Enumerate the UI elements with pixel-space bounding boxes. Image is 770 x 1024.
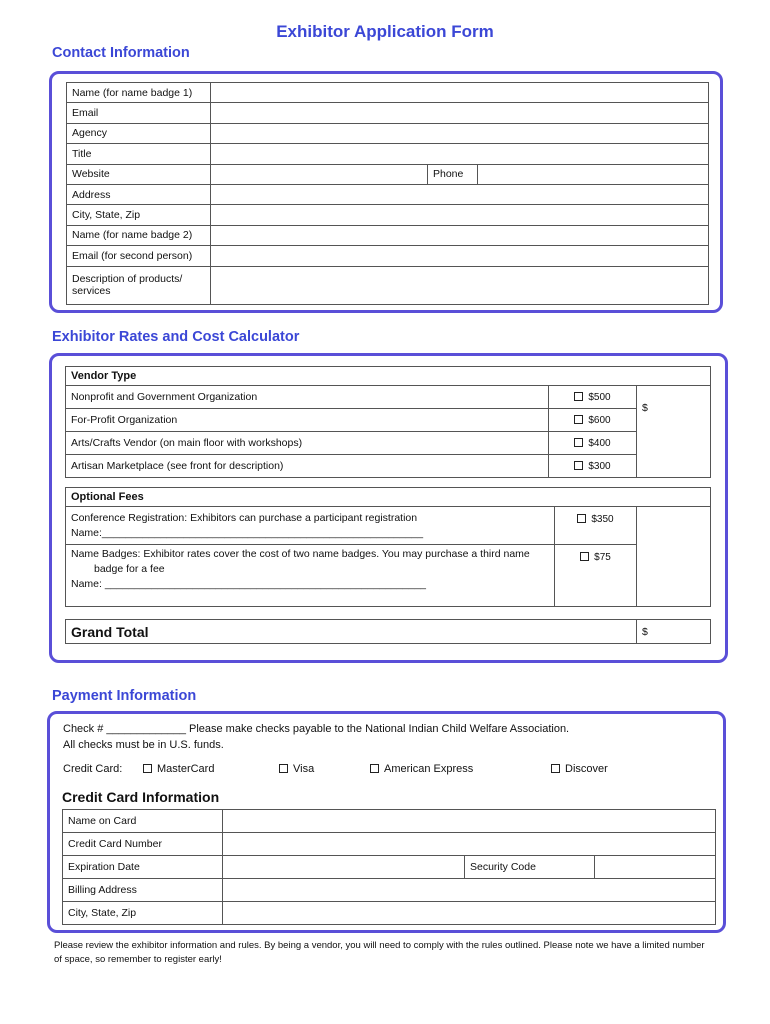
footer-note: Please review the exhibitor information and rules. By being a vendor, you will need to comply with the rules outlined. Please note we have a limited number of space, so remember to register early! (54, 940, 705, 965)
card-city-label: City, State, Zip (63, 902, 223, 925)
contact-heading: Contact Information (52, 45, 190, 61)
title-field[interactable] (211, 144, 709, 164)
vendor-price-cell[interactable] (549, 386, 637, 409)
optional-fees-table (65, 487, 711, 607)
vendor-price: $600 (588, 415, 611, 426)
vendor-type-header: Vendor Type (66, 367, 711, 386)
description-field[interactable] (211, 266, 709, 304)
email-field[interactable] (211, 103, 709, 123)
discover-label: Discover (565, 763, 608, 775)
vendor-price: $300 (588, 461, 611, 472)
optional-fee-name-line[interactable]: Name:_______________________________________________________ (71, 526, 424, 539)
phone-field[interactable] (478, 164, 709, 184)
city-label: City, State, Zip (67, 205, 211, 225)
optional-fee-label: Conference Registration: Exhibitors can purchase a participant registration (71, 511, 418, 524)
vendor-subtotal-symbol: $ (642, 402, 648, 414)
grand-total-table (65, 619, 711, 644)
checkbox-icon[interactable] (279, 764, 288, 773)
title-label: Title (67, 144, 211, 164)
rates-heading: Exhibitor Rates and Cost Calculator (52, 329, 300, 345)
checkbox-icon[interactable] (551, 764, 560, 773)
address-field[interactable] (211, 184, 709, 204)
expiration-label: Expiration Date (63, 856, 223, 879)
vendor-subtotal-cell[interactable] (637, 386, 711, 478)
checkbox-icon[interactable] (580, 552, 589, 561)
checkbox-icon[interactable] (574, 438, 583, 447)
grand-total-symbol: $ (642, 625, 648, 638)
checkbox-icon[interactable] (577, 514, 586, 523)
optional-price-cell[interactable] (555, 545, 637, 607)
checkbox-icon[interactable] (143, 764, 152, 773)
amex-option[interactable] (370, 763, 473, 775)
optional-fee-label: Name Badges: Exhibitor rates cover the cost of two name badges. You may purchase a third name badge for a fee (71, 548, 530, 575)
card-name-field[interactable] (223, 810, 716, 833)
checkbox-icon[interactable] (574, 392, 583, 401)
email-label: Email (67, 103, 211, 123)
vendor-price-cell[interactable] (549, 409, 637, 432)
vendor-row-label: For-Profit Organization (66, 409, 549, 432)
billing-address-field[interactable] (223, 879, 716, 902)
vendor-price: $400 (588, 438, 611, 449)
contact-table (66, 82, 709, 305)
rates-box (49, 353, 728, 663)
vendor-row-label: Artisan Marketplace (see front for description) (66, 455, 549, 478)
email2-label: Email (for second person) (67, 246, 211, 266)
credit-card-label: Credit Card: (63, 763, 123, 775)
mastercard-option[interactable] (143, 763, 214, 775)
email2-field[interactable] (211, 246, 709, 266)
card-name-label: Name on Card (63, 810, 223, 833)
amex-label: American Express (384, 763, 474, 775)
optional-fee-row (66, 507, 555, 545)
checkbox-icon[interactable] (574, 415, 583, 424)
contact-box (49, 71, 723, 313)
vendor-row-label: Nonprofit and Government Organization (66, 386, 549, 409)
vendor-price-cell[interactable] (549, 432, 637, 455)
payment-heading: Payment Information (52, 688, 197, 704)
optional-price: $350 (591, 514, 614, 525)
description-label: Description of products/ services (67, 266, 211, 304)
agency-label: Agency (67, 123, 211, 143)
website-field[interactable] (211, 164, 428, 184)
optional-fees-header: Optional Fees (66, 488, 711, 507)
grand-total-label: Grand Total (66, 620, 637, 644)
security-code-field[interactable] (595, 856, 716, 879)
vendor-price-cell[interactable] (549, 455, 637, 478)
vendor-table (65, 366, 711, 478)
optional-fee-name-line[interactable]: Name: _______________________________________________________ (71, 578, 427, 590)
check-instructions: Check # _____________ Please make checks payable to the National Indian Child Welfare Association. (63, 723, 570, 735)
optional-price: $75 (594, 552, 611, 563)
address-label: Address (67, 184, 211, 204)
name2-field[interactable] (211, 225, 709, 245)
grand-total-field[interactable] (637, 620, 711, 644)
card-number-label: Credit Card Number (63, 833, 223, 856)
vendor-row-label: Arts/Crafts Vendor (on main floor with workshops) (66, 432, 549, 455)
optional-fee-row (66, 545, 555, 607)
optional-price-cell[interactable] (555, 507, 637, 545)
card-city-field[interactable] (223, 902, 716, 925)
agency-field[interactable] (211, 123, 709, 143)
form-title: Exhibitor Application Form (276, 22, 494, 41)
billing-address-label: Billing Address (63, 879, 223, 902)
visa-label: Visa (293, 763, 315, 775)
website-label: Website (67, 164, 211, 184)
phone-label: Phone (428, 164, 478, 184)
security-code-label: Security Code (465, 856, 595, 879)
visa-option[interactable] (279, 763, 314, 775)
name2-label: Name (for name badge 2) (67, 225, 211, 245)
cc-info-heading: Credit Card Information (62, 789, 220, 805)
name1-label: Name (for name badge 1) (67, 83, 211, 103)
optional-subtotal-cell[interactable] (637, 507, 711, 607)
mastercard-label: MasterCard (157, 763, 215, 775)
discover-option[interactable] (551, 763, 608, 775)
vendor-price: $500 (588, 392, 611, 403)
checkbox-icon[interactable] (370, 764, 379, 773)
checkbox-icon[interactable] (574, 461, 583, 470)
expiration-field[interactable] (223, 856, 465, 879)
card-table (62, 809, 716, 925)
city-field[interactable] (211, 205, 709, 225)
check-funds-note: All checks must be in U.S. funds. (63, 739, 224, 751)
name1-field[interactable] (211, 83, 709, 103)
card-number-field[interactable] (223, 833, 716, 856)
